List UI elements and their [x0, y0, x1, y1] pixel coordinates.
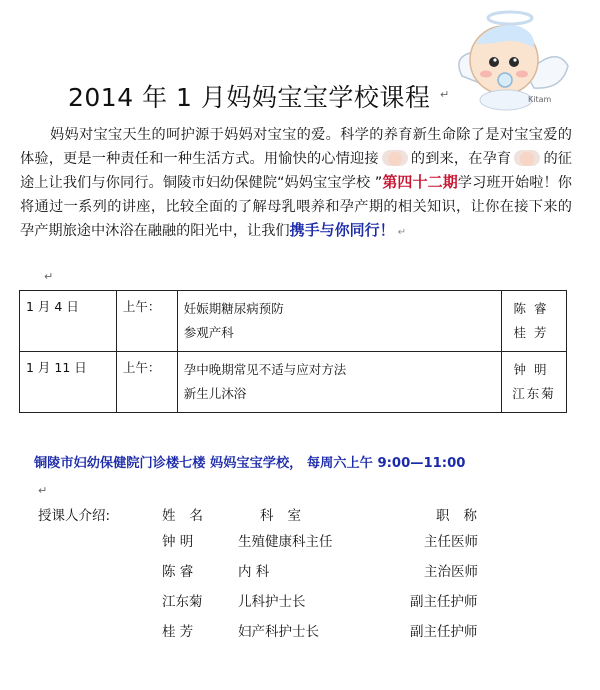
intro-text-4: 学习班开始啦！你将通过一系列的讲座，比较全面的了解母乳喂养和孕产期的相关知识，让你在接下来的孕产期旅途中沐浴在融融的阳光中，让我们 [20, 175, 572, 239]
topic-item: 妊娠期糖尿病预防 [183, 301, 284, 316]
topic-item: 参观产科 [183, 325, 234, 340]
topic-item: 孕中晚期常见不适与应对方法 [183, 362, 347, 377]
paragraph-mark: ↵ [394, 227, 407, 238]
together-highlight: 携手与你同行！ [289, 221, 395, 239]
schedule-lecturers [502, 352, 567, 413]
staff-department: 儿科护士长 [238, 594, 306, 610]
staff-department: 妇产科护士长 [238, 624, 319, 640]
location-and-schedule-note: 铜陵市妇幼保健院门诊楼七楼 妈妈宝宝学校， 每周六上午 9:00—11:00 [34, 456, 466, 471]
schedule-session: 上午： [116, 291, 177, 352]
paragraph-mark: ↵ [440, 88, 450, 101]
baby-face-icon [514, 150, 540, 166]
paragraph-mark: ↵ [44, 270, 54, 283]
staff-name: 陈 睿 [162, 564, 194, 580]
table-row [20, 291, 567, 352]
course-schedule-table [19, 290, 567, 413]
lecturer-name: 陈睿 [513, 301, 555, 316]
staff-title: 主治医师 [424, 564, 478, 580]
intro-text-3: 的征途上让我们与你同行。铜陵市妇幼保健院“妈妈宝宝学校 ” [20, 150, 572, 191]
paragraph-mark: ↵ [38, 484, 48, 497]
intro-text-1: 妈妈对宝宝天生的呵护源于妈妈对宝宝的爱。科学的养育新生命除了是对宝宝爱的体验，更是一种责任和一种生活方式。用愉快的心情迎接 [20, 127, 572, 167]
schedule-topics [177, 291, 501, 352]
header-department: 科室 [260, 508, 315, 524]
angel-caption: Kitam [528, 95, 552, 104]
lecturer-name: 桂芳 [513, 325, 555, 340]
staff-title: 主任医师 [424, 534, 478, 550]
document-title: 2014 年 1 月妈妈宝宝学校课程 [68, 83, 431, 112]
intro-text-2: 的到来，在孕育 [410, 150, 512, 167]
schedule-topics [177, 352, 501, 413]
staff-name: 桂 芳 [162, 624, 194, 640]
staff-name: 钟 明 [162, 534, 194, 550]
header-title: 职称 [436, 508, 491, 524]
baby-face-icon [382, 150, 408, 166]
staff-title: 副主任护师 [410, 594, 478, 610]
session-number-highlight: 第四十二期 [382, 173, 458, 191]
lecturer-name: 钟明 [513, 362, 555, 377]
schedule-lecturers [502, 291, 567, 352]
topic-item: 新生儿沐浴 [183, 386, 247, 401]
intro-paragraph [20, 124, 572, 245]
lecturer-name: 江东菊 [512, 386, 556, 401]
schedule-session: 上午： [116, 352, 177, 413]
staff-department: 生殖健康科主任 [238, 534, 333, 550]
schedule-date: 1 月 4 日 [20, 291, 117, 352]
lecturer-intro-label: 授课人介绍: [38, 508, 111, 524]
staff-department: 内 科 [238, 564, 270, 580]
schedule-date: 1 月 11 日 [20, 352, 117, 413]
angel-baby-illustration [448, 4, 578, 114]
staff-name: 江东菊 [162, 594, 203, 610]
table-row [20, 352, 567, 413]
header-name: 姓名 [162, 508, 217, 524]
staff-title: 副主任护师 [410, 624, 478, 640]
